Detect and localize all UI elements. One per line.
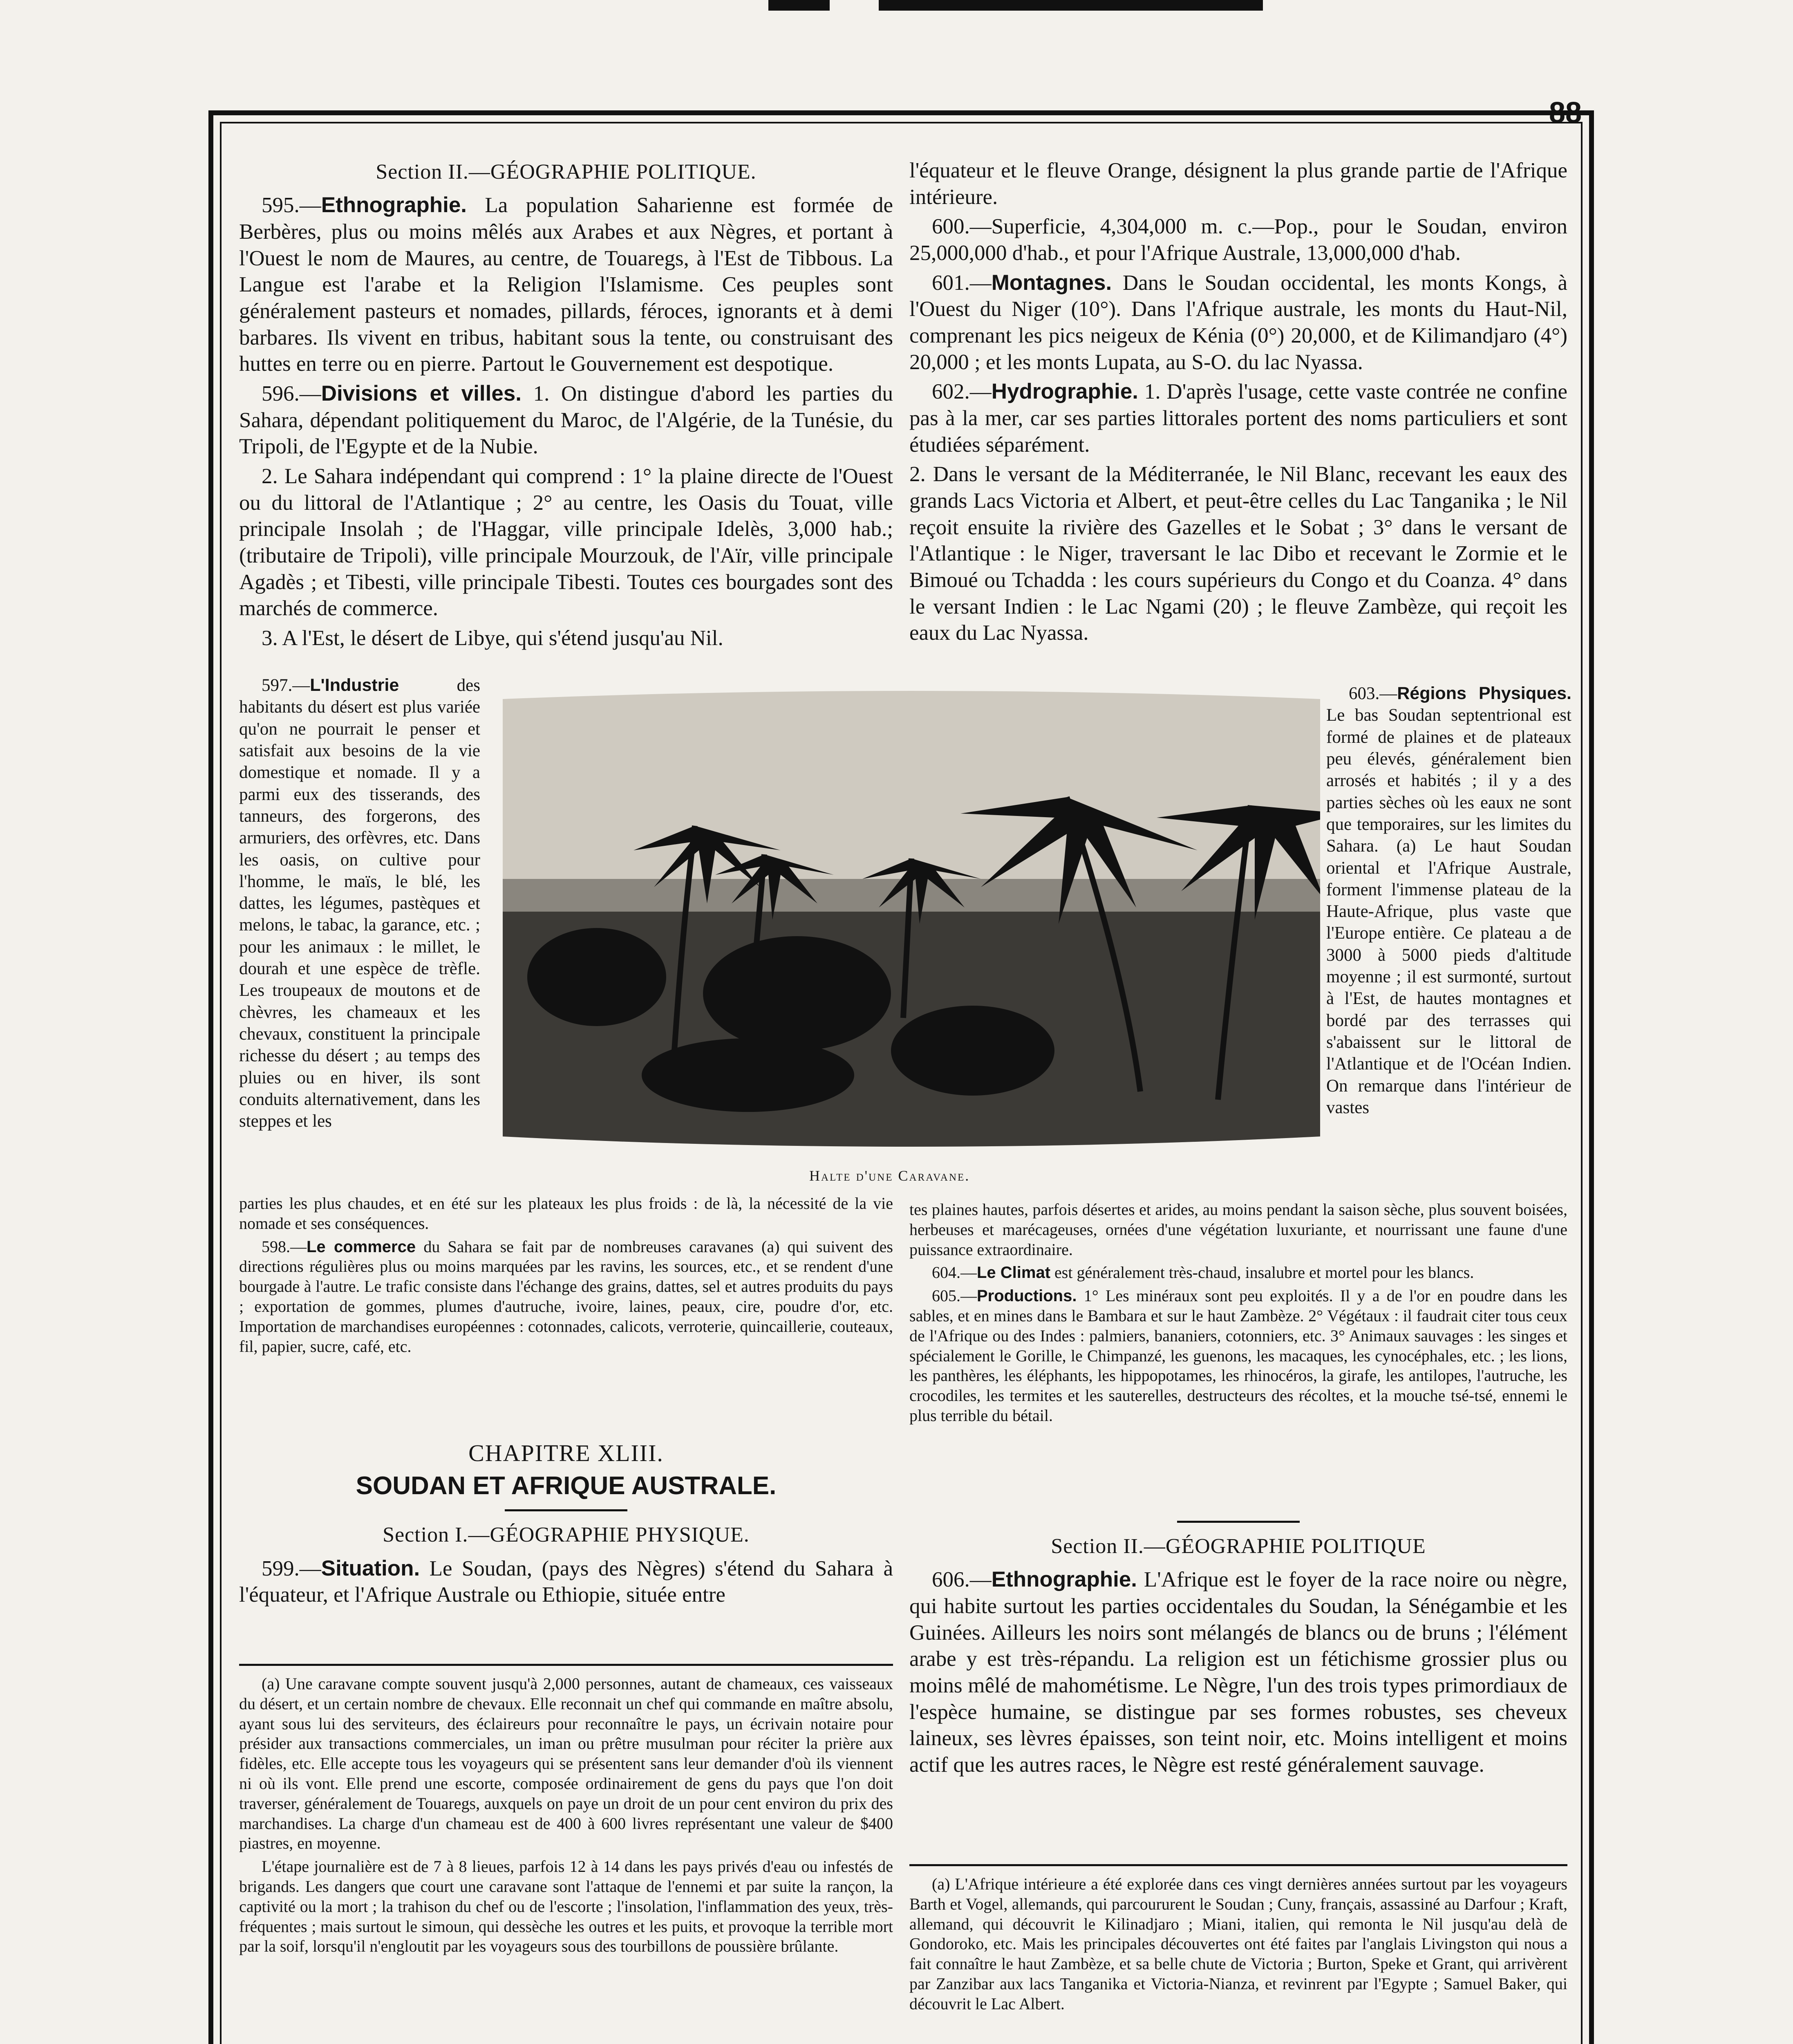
left-footnote-rule bbox=[239, 1664, 893, 1666]
paragraph-number: 605.— bbox=[932, 1286, 977, 1305]
footnote-caravane: (a) Une caravane compte souvent jusqu'à 2,000 personnes, autant de chameaux, ces vaisseaux du désert, et un certain nombre de chevaux. Elle reconnait un chef qui commande en maître absolu, ayant sous lui des serviteurs, des éclaireurs pour reconnaître le pays, un écrivain notaire pour présider aux transactions commerciales, un iman ou prêtre musulman pour réciter la prière aux fidèles, etc. Elle accepte tous les voyageurs qui se présentent sans leur demander d'où ils viennent ni où ils vont. Elle prend une escorte, composée ordinairement de gens du pays que l'on doit traverser, généralement de Touaregs, auxquels on paye un droit de un pour cent environ du prix des marchandises. La charge d'un chameau est de 400 à 600 livres représentant une valeur de $400 piastres, en moyenne. bbox=[239, 1674, 893, 1853]
paragraph-602 bbox=[909, 379, 1567, 458]
right-column-top bbox=[909, 157, 1567, 650]
paragraph-number: 596.— bbox=[262, 382, 321, 406]
paragraph-text: 1. On distingue d'abord les parties du Sahara, dépendant politiquement du Maroc, de l'Algérie, de la Tunésie, du Tripoli, de l'Egypte et de la Nubie. bbox=[239, 382, 893, 459]
chapter-title: SOUDAN ET AFRIQUE AUSTRALE. bbox=[356, 1471, 777, 1500]
paragraph-text: 1. D'après l'usage, cette vaste contrée ne confine pas à la mer, car ses parties littorales portent des noms particuliers et sont étudiées séparément. bbox=[909, 380, 1567, 457]
paragraph-text: des habitants du désert est plus variée qu'on ne pourrait le penser et satisfait aux besoins de la vie domestique et nomade. Il y a parmi eux des tisserands, des tanneurs, des forgerons, des armuriers, des orfèvres, etc. Dans les oasis, on cultive pour l'homme, le maïs, le blé, les dattes, les légumes, pastèques et melons, le tabac, la garance, etc. ; pour les animaux : le millet, le dourah et une espèce de trèfle. Les troupeaux de moutons et de chèvres, les chameaux et les chevaux, constituent la principale richesse du désert ; au temps des pluies ou en hiver, ils sont conduits alternativement, dans les steppes et les bbox=[239, 676, 480, 1131]
section-heading-physique: Section I.—GÉOGRAPHIE PHYSIQUE. bbox=[383, 1523, 750, 1547]
paragraph-603-continuation: tes plaines hautes, parfois désertes et arides, au moins pendant la saison sèche, plus souvent boisées, herbeuses et marécageuses, ornées d'une végétation luxuriante, et nourrissant une faune d'une puissance extraordinaire. bbox=[909, 1200, 1567, 1259]
right-section-politique bbox=[909, 1521, 1567, 1782]
paragraph-text: est généralement très-chaud, insalubre et mortel pour les blancs. bbox=[1054, 1263, 1474, 1282]
left-chapter-block bbox=[239, 1423, 893, 1611]
paragraph-number: 601.— bbox=[932, 271, 992, 295]
paragraph-number: 598.— bbox=[262, 1237, 307, 1256]
paragraph-text: L'Afrique est le foyer de la race noire ou nègre, qui habite surtout les parties occidentales du Soudan, la Sénégambie et les Guinées. Ailleurs les noirs sont mélangés de blancs ou de bruns ; l'élément arabe y est très-répandu. La religion est un fétichisme grossier plus ou moins mêlé de mahométisme. Le Nègre, l'un des trois types primordiaux de l'espèce humaine, se distingue par ses formes robustes, ses cheveux laineux, ses lèvres épaisses, son teint noir, etc. Moins intelligent et moins actif que les autres races, le Nègre est resté généralement sauvage. bbox=[909, 1568, 1567, 1777]
figure-caption: Halte d'une Caravane. bbox=[809, 1168, 970, 1184]
paragraph-600: 600.—Superficie, 4,304,000 m. c.—Pop., pour le Soudan, environ 25,000,000 d'hab., et pour l'Afrique Australe, 13,000,000 d'hab. bbox=[909, 215, 1567, 265]
paragraph-599-continuation: l'équateur et le fleuve Orange, désignent la plus grande partie de l'Afrique intérieure. bbox=[909, 159, 1567, 209]
paragraph-title: Ethnographie. bbox=[991, 1567, 1137, 1592]
paragraph-596 bbox=[239, 381, 893, 460]
paragraph-number: 597.— bbox=[262, 676, 310, 695]
paragraph-595 bbox=[239, 192, 893, 377]
paragraph-title: Le Climat bbox=[977, 1264, 1051, 1282]
paragraph-number: 606.— bbox=[932, 1568, 992, 1592]
paragraph-title: Ethnographie. bbox=[321, 193, 467, 217]
paragraph-text: La population Saharienne est formée de Berbères, plus ou moins mêlés aux Arabes et aux Nègres, et portant à l'Ouest le nom de Maures, au centre, de Touaregs, à l'Est de Tibbous. La Langue est l'arabe et la Religion l'Islamisme. Ces peuples sont généralement pasteurs et nomades, pillards, féroces, ignorants et à demi barbares. Ils vivent en tribus, habitant sous la tente, ou construisant des huttes en terre ou en pierre. Partout le Gouvernement est despotique. bbox=[239, 193, 893, 376]
section-heading-politique: Section II.—GÉOGRAPHIE POLITIQUE. bbox=[376, 160, 757, 184]
paragraph-title: L'Industrie bbox=[310, 675, 399, 695]
section-rule bbox=[1177, 1521, 1300, 1523]
paragraph-599 bbox=[239, 1555, 893, 1608]
page-number: 88 bbox=[1549, 96, 1582, 129]
paragraph-text: 1° Les minéraux sont peu exploités. Il y a de l'or en poudre dans les sables, et en mines dans le Bambara et sur le haut Zambèze. 2° Végétaux : il faudrait citer tous ceux de l'Afrique ou des Indes : palmiers, bananiers, cotonniers, etc. 3° Animaux sauvages : les singes et spécialement le Gorille, le Chimpanzé, les guenons, les macaques, les cynocéphales, etc. ; les lions, les panthères, les éléphants, les hippopotames, les rhinocéros, la girafe, les antilopes, l'autruche, les crocodiles, les termites et les sauterelles, destructeurs des récoltes, et la mouche tsé-tsé, ennemi le plus terrible du bétail. bbox=[909, 1286, 1567, 1425]
left-column-top bbox=[239, 157, 893, 655]
paragraph-title: Divisions et villes. bbox=[321, 381, 522, 406]
paragraph-603 bbox=[1326, 683, 1571, 1118]
footnote-caravane-part2: L'étape journalière est de 7 à 8 lieues, parfois 12 à 14 dans les pays privés d'eau ou infestés de brigands. Les dangers que court une caravane sont l'attaque de l'ennemi et par suite la rançon, la captivité ou la mort ; la trahison du chef ou de l'escorte ; l'insolation, l'inflammation des yeux, très-fréquentes ; mais surtout le simoun, qui dessèche les outres et les puits, et provoque la terrible mort par la soif, lorsqu'il n'engloutit par les voyageurs sous des tourbillons de poussière brûlante. bbox=[239, 1857, 893, 1956]
paragraph-598 bbox=[239, 1237, 893, 1357]
paragraph-text: Dans le Soudan occidental, les monts Kongs, à l'Ouest du Niger (10°). Dans l'Afrique australe, les monts du Haut-Nil, comprenant les pics neigeux de Kénia (0°) 20,000, et de Kilimandjaro (4°) 20,000 ; et les monts Lupata, au S-O. du lac Nyassa. bbox=[909, 271, 1567, 374]
paragraph-number: 602.— bbox=[932, 380, 992, 404]
scan-mark-top-left bbox=[768, 0, 830, 11]
right-footnote bbox=[909, 1874, 1567, 2017]
right-column-lower bbox=[909, 1200, 1567, 1429]
paragraph-title: Le commerce bbox=[307, 1237, 416, 1256]
paragraph-number: 604.— bbox=[932, 1263, 977, 1282]
right-narrow-column bbox=[1326, 683, 1571, 1122]
footnote-exploration: (a) L'Afrique intérieure a été explorée dans ces vingt dernières années surtout par les voyageurs Barth et Vogel, allemands, qui parcoururent le Soudan ; Cuny, français, assassiné au Darfour ; Kraft, allemand, qui découvrit le Kilinadjaro ; Miani, italien, qui remonta le Nil jusqu'au delà de Gondoroko, etc. Mais les principales découvertes ont été faites par l'anglais Livingston qui nous a fait connaître le haut Zambèze, et sa belle chute de Victoria ; Burton, Speke et Grant, qui arrivèrent par Zanzibar aux lacs Tanganika et Victoria-Nianza, et revinrent par l'Egypte ; Samuel Baker, qui découvrit le Lac Albert. bbox=[909, 1875, 1567, 2013]
paragraph-604 bbox=[909, 1263, 1567, 1283]
paragraph-605 bbox=[909, 1286, 1567, 1426]
paragraph-number: 603.— bbox=[1349, 684, 1397, 703]
paragraph-597-continuation: parties les plus chaudes, et en été sur les plateaux les plus froids : de là, la nécessité de la vie nomade et ses conséquences. bbox=[239, 1194, 893, 1233]
left-narrow-column bbox=[239, 675, 480, 1136]
paragraph-title: Hydrographie. bbox=[991, 379, 1139, 404]
paragraph-text: Le Soudan, (pays des Nègres) s'étend du Sahara à l'équateur, et l'Afrique Australe ou Ethiopie, située entre bbox=[239, 1556, 893, 1607]
scan-mark-top-right bbox=[879, 0, 1263, 11]
left-column-lower bbox=[239, 1194, 893, 1360]
paragraph-title: Régions Physiques. bbox=[1397, 684, 1571, 703]
right-footnote-rule bbox=[909, 1864, 1567, 1866]
paragraph-606 bbox=[909, 1567, 1567, 1778]
left-footnote bbox=[239, 1674, 893, 1960]
paragraph-title: Montagnes. bbox=[991, 270, 1112, 295]
paragraph-596-part2: 2. Le Sahara indépendant qui comprend : 1° la plaine directe de l'Ouest ou du littoral de l'Atlantique ; 2° au centre, les Oasis du Touat, ville principale Insolah ; de l'Haggar, ville principale Idelès, 3,000 hab.; (tributaire de Tripoli), ville principale Mourzouk, de l'Aïr, ville principale Agadès ; et Tibesti, ville principale Tibesti. Toutes ces bourgades sont des marchés de commerce. bbox=[239, 464, 893, 621]
chapter-rule bbox=[505, 1509, 627, 1511]
paragraph-text: Le bas Soudan septentrional est formé de plaines et de plateaux peu élevés, généralement bien arrosés et habités ; il y a des parties sèches où les eaux ne sont que temporaires, sur les limites du Sahara. (a) Le haut Soudan oriental et l'Afrique Australe, forment l'immense plateau de la Haute-Afrique, plus vaste que l'Europe entière. Ce plateau a de 3000 à 5000 pieds d'altitude moyenne ; il est surmonté, surtout à l'Est, de hautes montagnes et bordé par des terrasses qui s'abaissent sur le littoral de l'Atlantique et de l'Océan Indien. On remarque dans l'intérieur de vastes bbox=[1326, 706, 1571, 1117]
chapter-number: CHAPITRE XLIII. bbox=[468, 1440, 664, 1466]
paragraph-601 bbox=[909, 270, 1567, 376]
paragraph-602-part2: 2. Dans le versant de la Méditerranée, le Nil Blanc, recevant les eaux des grands Lacs Victoria et Albert, et peut-être celles du Lac Tanganika ; le Nil reçoit ensuite la rivière des Gazelles et le Sobat ; 3° dans le versant de l'Atlantique : le Niger, traversant le lac Dibo et recevant le Zormie et le Bimoué ou Tchadda : les cours supérieurs du Congo et du Coanza. 4° dans le versant Indien : le Lac Ngami (20) ; le fleuve Zambèze, qui reçoit les eaux du Lac Nyassa. bbox=[909, 462, 1567, 645]
paragraph-title: Productions. bbox=[977, 1287, 1077, 1305]
paragraph-597 bbox=[239, 675, 480, 1132]
paragraph-title: Situation. bbox=[321, 1556, 420, 1580]
caravan-engraving bbox=[503, 683, 1320, 1153]
paragraph-text: du Sahara se fait par de nombreuses caravanes (a) qui suivent des directions régulières plus ou moins marquées par les ravins, les sources, etc., et se rendent d'une bourgade à l'autre. Le trafic consiste dans l'échange des grains, dattes, sel et autres produits du pays ; exportation de gommes, plumes d'autruche, ivoire, laines, peaux, cire, poudre d'or, etc. Importation de marchandises européennes : cotonnades, calicots, verroterie, quincaillerie, couteaux, fil, papier, sucre, café, etc. bbox=[239, 1237, 893, 1356]
paragraph-number: 599.— bbox=[262, 1556, 321, 1580]
section-heading-politique-2: Section II.—GÉOGRAPHIE POLITIQUE bbox=[1051, 1535, 1426, 1558]
paragraph-number: 595.— bbox=[262, 193, 321, 217]
paragraph-596-part3: 3. A l'Est, le désert de Libye, qui s'étend jusqu'au Nil. bbox=[262, 626, 723, 650]
